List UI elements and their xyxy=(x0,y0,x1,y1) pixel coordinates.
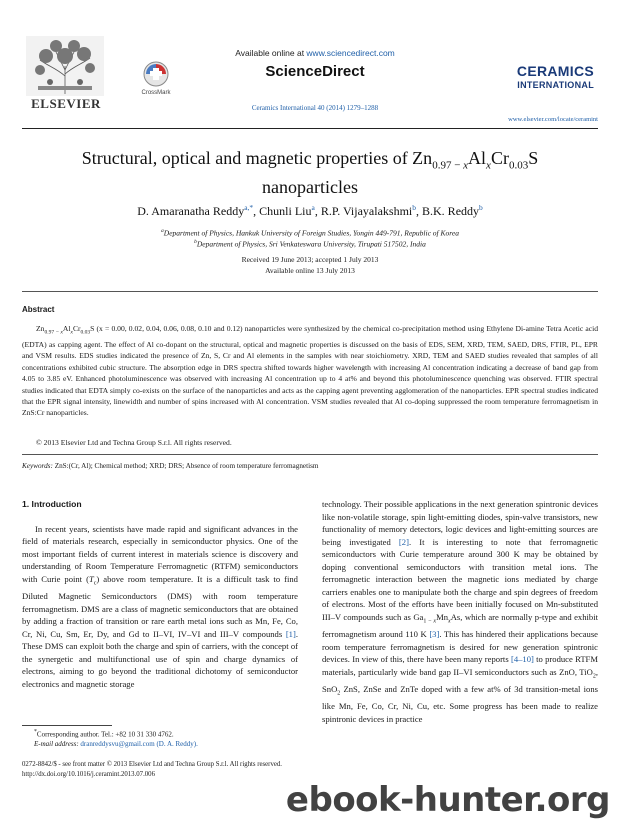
affiliation-b-text: Department of Physics, Sri Venkateswara University, Tirupati 517502, India xyxy=(196,239,426,249)
abstract-text: S (x = 0.00, 0.02, 0.04, 0.06, 0.08, 0.10 and 0.12) nanoparticles were synthesized by the chemical co-precipitation method using Ethylene Di-amine Tetra Acetic acid (EDTA) as capping agent. The effect of Al co-dopant on the structural, optical and magnetic properties is discussed on the basis of EDS, SEM, XRD, TEM, SAED, DRS, FTIR, PL, EPR and VSM results. EDS studies indicated the presence of Zn, S, Cr and Al elements in the samples with near stoichiometry. XRD, TEM and SAED studies revealed that samples of all concentrations exhibited cubic structure. The absorption edge in DRS spectra shifted towards higher wavelength with increasing Al concentration indicating a decrease of band gap from 4.05 to 3.85 eV. Enhanced photoluminescence was observed with increasing Al concentration up to 4 at% and beyond this photoluminescence quenching was observed. FTIR spectral studies indicated that EDTA simply co-exists on the surface of the nanoparticles and acts as the capping agent preventing agglomeration of the nanoparticles. EPR spectral studies indicated that the EPR signal intensity, linewidth and number of spins increased with Al concentration. VSM studies revealed that Al co-doping suppressed the room temperature ferromagnetism in ZnS:Cr nanoparticles. xyxy=(22,324,598,418)
crossmark-icon[interactable] xyxy=(142,60,170,88)
keywords-values: ZnS:(Cr, Al); Chemical method; XRD; DRS; Absence of room temperature ferromagnetism xyxy=(54,462,319,470)
available-online-date: Available online 13 July 2013 xyxy=(265,266,355,275)
available-online-line xyxy=(200,48,430,58)
received-dates: Received 19 June 2013; accepted 1 July 2013 xyxy=(241,255,379,264)
email-note xyxy=(34,740,314,748)
email-label: E-mail address: xyxy=(34,740,79,748)
body-column-left xyxy=(22,498,298,690)
journal-citation-link[interactable]: Ceramics International 40 (2014) 1279–1288 xyxy=(251,104,379,112)
abstract-heading: Abstract xyxy=(22,305,55,314)
watermark-text: ebook-hunter.org xyxy=(285,780,610,820)
article-title xyxy=(40,148,580,198)
title-line1: Structural, optical and magnetic properties of $Zn_{0.97 - x}Al_xCr_{0.03}S$ xyxy=(81,148,539,172)
corresponding-author-note: *Corresponding author. Tel.: +82 10 31 330 4762. xyxy=(34,729,174,739)
affiliation-a: $^a$Department of Physics, Hankuk University of Foreign Studies, Yongin 449-791, Republic of Korea xyxy=(161,228,459,238)
header-divider xyxy=(22,128,598,129)
affiliation-a-text: Department of Physics, Hankuk University of Foreign Studies, Yongin 449-791, Republic of Korea xyxy=(163,228,459,238)
author-affiliation-mark[interactable]: b xyxy=(412,203,417,212)
email-link[interactable]: dranreddysvu@gmail.com (D. A. Reddy). xyxy=(80,740,198,748)
corresponding-author-text: Corresponding author. Tel.: +82 10 31 330 4762. xyxy=(36,730,174,739)
reference-link[interactable]: [4–10] xyxy=(510,654,534,665)
title-divider xyxy=(22,291,598,292)
keywords-label: Keywords: xyxy=(22,462,53,470)
intro-paragraph: In recent years, scientists have made rapid and significant advances in the field of materials research, especially in semiconductor physics. One of the most important fields of current interest in materials science is discovery and understanding of Room Temperature Ferromagnetic (RTFM) semiconductors with Curie point $(T_c)$ above room temperature. It is a difficult task to find Diluted Magnetic Semiconductors (DMS) with room temperature ferromagnetism. DMS are a class of magnetic semiconductors that are obtained by adding a fraction of transition or rare earth metal ions such as Mn, Fe, Co, Cr, Ni, Cu, Sm, Er, Dy, and Gd to II–VI, IV–VI and III–V compounds [1]. These DMS can exploit both the charge and spin of carriers, with the concept of the synergetic and multifunctional use of spin and charge dynamics of electrons, aiming to go beyond the traditional dichotomy of semiconductor electronics and magnetic storage xyxy=(22,523,298,689)
author-affiliation-mark[interactable]: a,* xyxy=(244,203,254,212)
author-name[interactable]: R.P. Vijayalakshmi xyxy=(320,204,413,218)
author-list: D. Amaranatha Reddy$^{a,*}$, Chunli Liu$^a$, R.P. Vijayalakshmi$^b$, B.K. Reddy$^b$ xyxy=(137,203,483,218)
abstract-divider xyxy=(22,454,598,455)
author-name[interactable]: Chunli Liu xyxy=(259,204,312,218)
author-affiliation-mark[interactable]: a xyxy=(311,203,315,212)
author-affiliation-mark[interactable]: b xyxy=(479,203,483,212)
available-online-prefix: Available online at xyxy=(235,48,307,58)
author-name[interactable]: B.K. Reddy xyxy=(422,204,480,218)
affiliation-b: $^b$Department of Physics, Sri Venkateswara University, Tirupati 517502, India xyxy=(194,239,426,249)
body-column-right xyxy=(322,498,598,725)
copyright-line: © 2013 Elsevier Ltd and Techna Group S.r.l. All rights reserved. xyxy=(36,438,232,447)
journal-logo-line2: INTERNATIONAL xyxy=(517,80,594,90)
publisher-logo-text: ELSEVIER xyxy=(31,96,101,111)
title-line2: nanoparticles xyxy=(262,176,358,197)
sciencedirect-link[interactable]: www.sciencedirect.com xyxy=(306,48,395,58)
reference-link[interactable]: [1] xyxy=(285,628,296,639)
intro-paragraph-continued: technology. Their possible applications in the next generation spintronic devices like non-volatile storage, spin light-emitting diodes, spin-valve transistors, new functionality of memory detectors, logic devices and light-emitting sources are being investigated [2]. It is interesting to note that ferromagnetic semiconductors with Curie temperature around 300 K may be obtained by doping conventional semiconductors with transition metal ions. The ferromagnetic interaction between the magnetic ions mediated by charge carriers enables one to manipulate both the charge and spin degrees of freedom of electrons. Most of the efforts have been initially focused on Mn-substituted III–V compounds such as $Ga_{1 - x}Mn_xAs$, which are normally p-type and exhibit ferromagnetism around 110 K [3]. This has hindered their applications because room temperature ferromagnetism is desired for new generation spintronic devices. In view of this, there have been many reports [4–10] to produce RTFM materials, particularly wide band gap II–VI semiconductors such as ZnO, TiO$_2$, SnO$_2$ ZnS, ZnSe and ZnTe doped with a few at% of 3d transition-metal ions like Mn, Fe, Co, Cr, Ni, Cu, etc. Some progress has been made to realize spintronic devices in practice xyxy=(322,499,598,724)
journal-logo-line1: CERAMICS xyxy=(516,63,594,79)
keywords-line xyxy=(22,462,598,470)
section-heading: 1. Introduction xyxy=(22,499,82,509)
doi-link[interactable]: http://dx.doi.org/10.1016/j.ceramint.2013.07.006 xyxy=(22,771,155,778)
journal-homepage-link[interactable]: www.elsevier.com/locate/ceramint xyxy=(508,116,598,123)
sciencedirect-logo-text: ScienceDirect xyxy=(265,63,365,80)
abstract-body: $Zn_{0.97 - x}Al_xCr_{0.03}S$ (x = 0.00, 0.02, 0.04, 0.06, 0.08, 0.10 and 0.12) nanoparticles were synthesized by the chemical co-precipitation method using Ethylene Di-amine Tetra Acetic acid (EDTA) as capping agent. The effect of Al co-dopant on the structural, optical and magnetic properties is discussed on the basis of EDS, SEM, XRD, TEM, SAED, DRS, FTIR, PL, EPR and VSM results. EDS studies indicated the presence of Zn, S, Cr and Al elements in the samples with near stoichiometry. XRD, TEM and SAED studies revealed that samples of all concentrations exhibited cubic structure. The absorption edge in DRS spectra shifted towards higher wavelength with increasing Al concentration indicating a decrease of band gap from 4.05 to 3.85 eV. Enhanced photoluminescence was observed with increasing Al concentration up to 4 at% and beyond this photoluminescence quenching was observed. FTIR spectral studies indicated that EDTA simply co-exists on the surface of the nanoparticles and acts as the capping agent preventing agglomeration of the nanoparticles. EPR spectral studies indicated that the EPR signal intensity, linewidth and number of spins increased with Al concentration. VSM studies revealed that Al co-doping suppressed the room temperature ferromagnetism in ZnS:Cr nanoparticles. xyxy=(22,324,598,418)
crossmark-label: CrossMark xyxy=(141,90,171,96)
reference-link[interactable]: [2] xyxy=(398,536,409,547)
issn-line: 0272-8842/$ - see front matter © 2013 Elsevier Ltd and Techna Group S.r.l. All rights reserved. xyxy=(22,761,282,768)
author-name[interactable]: D. Amaranatha Reddy xyxy=(137,204,245,218)
footnote-divider xyxy=(22,725,112,726)
reference-link[interactable]: [3] xyxy=(429,629,440,640)
